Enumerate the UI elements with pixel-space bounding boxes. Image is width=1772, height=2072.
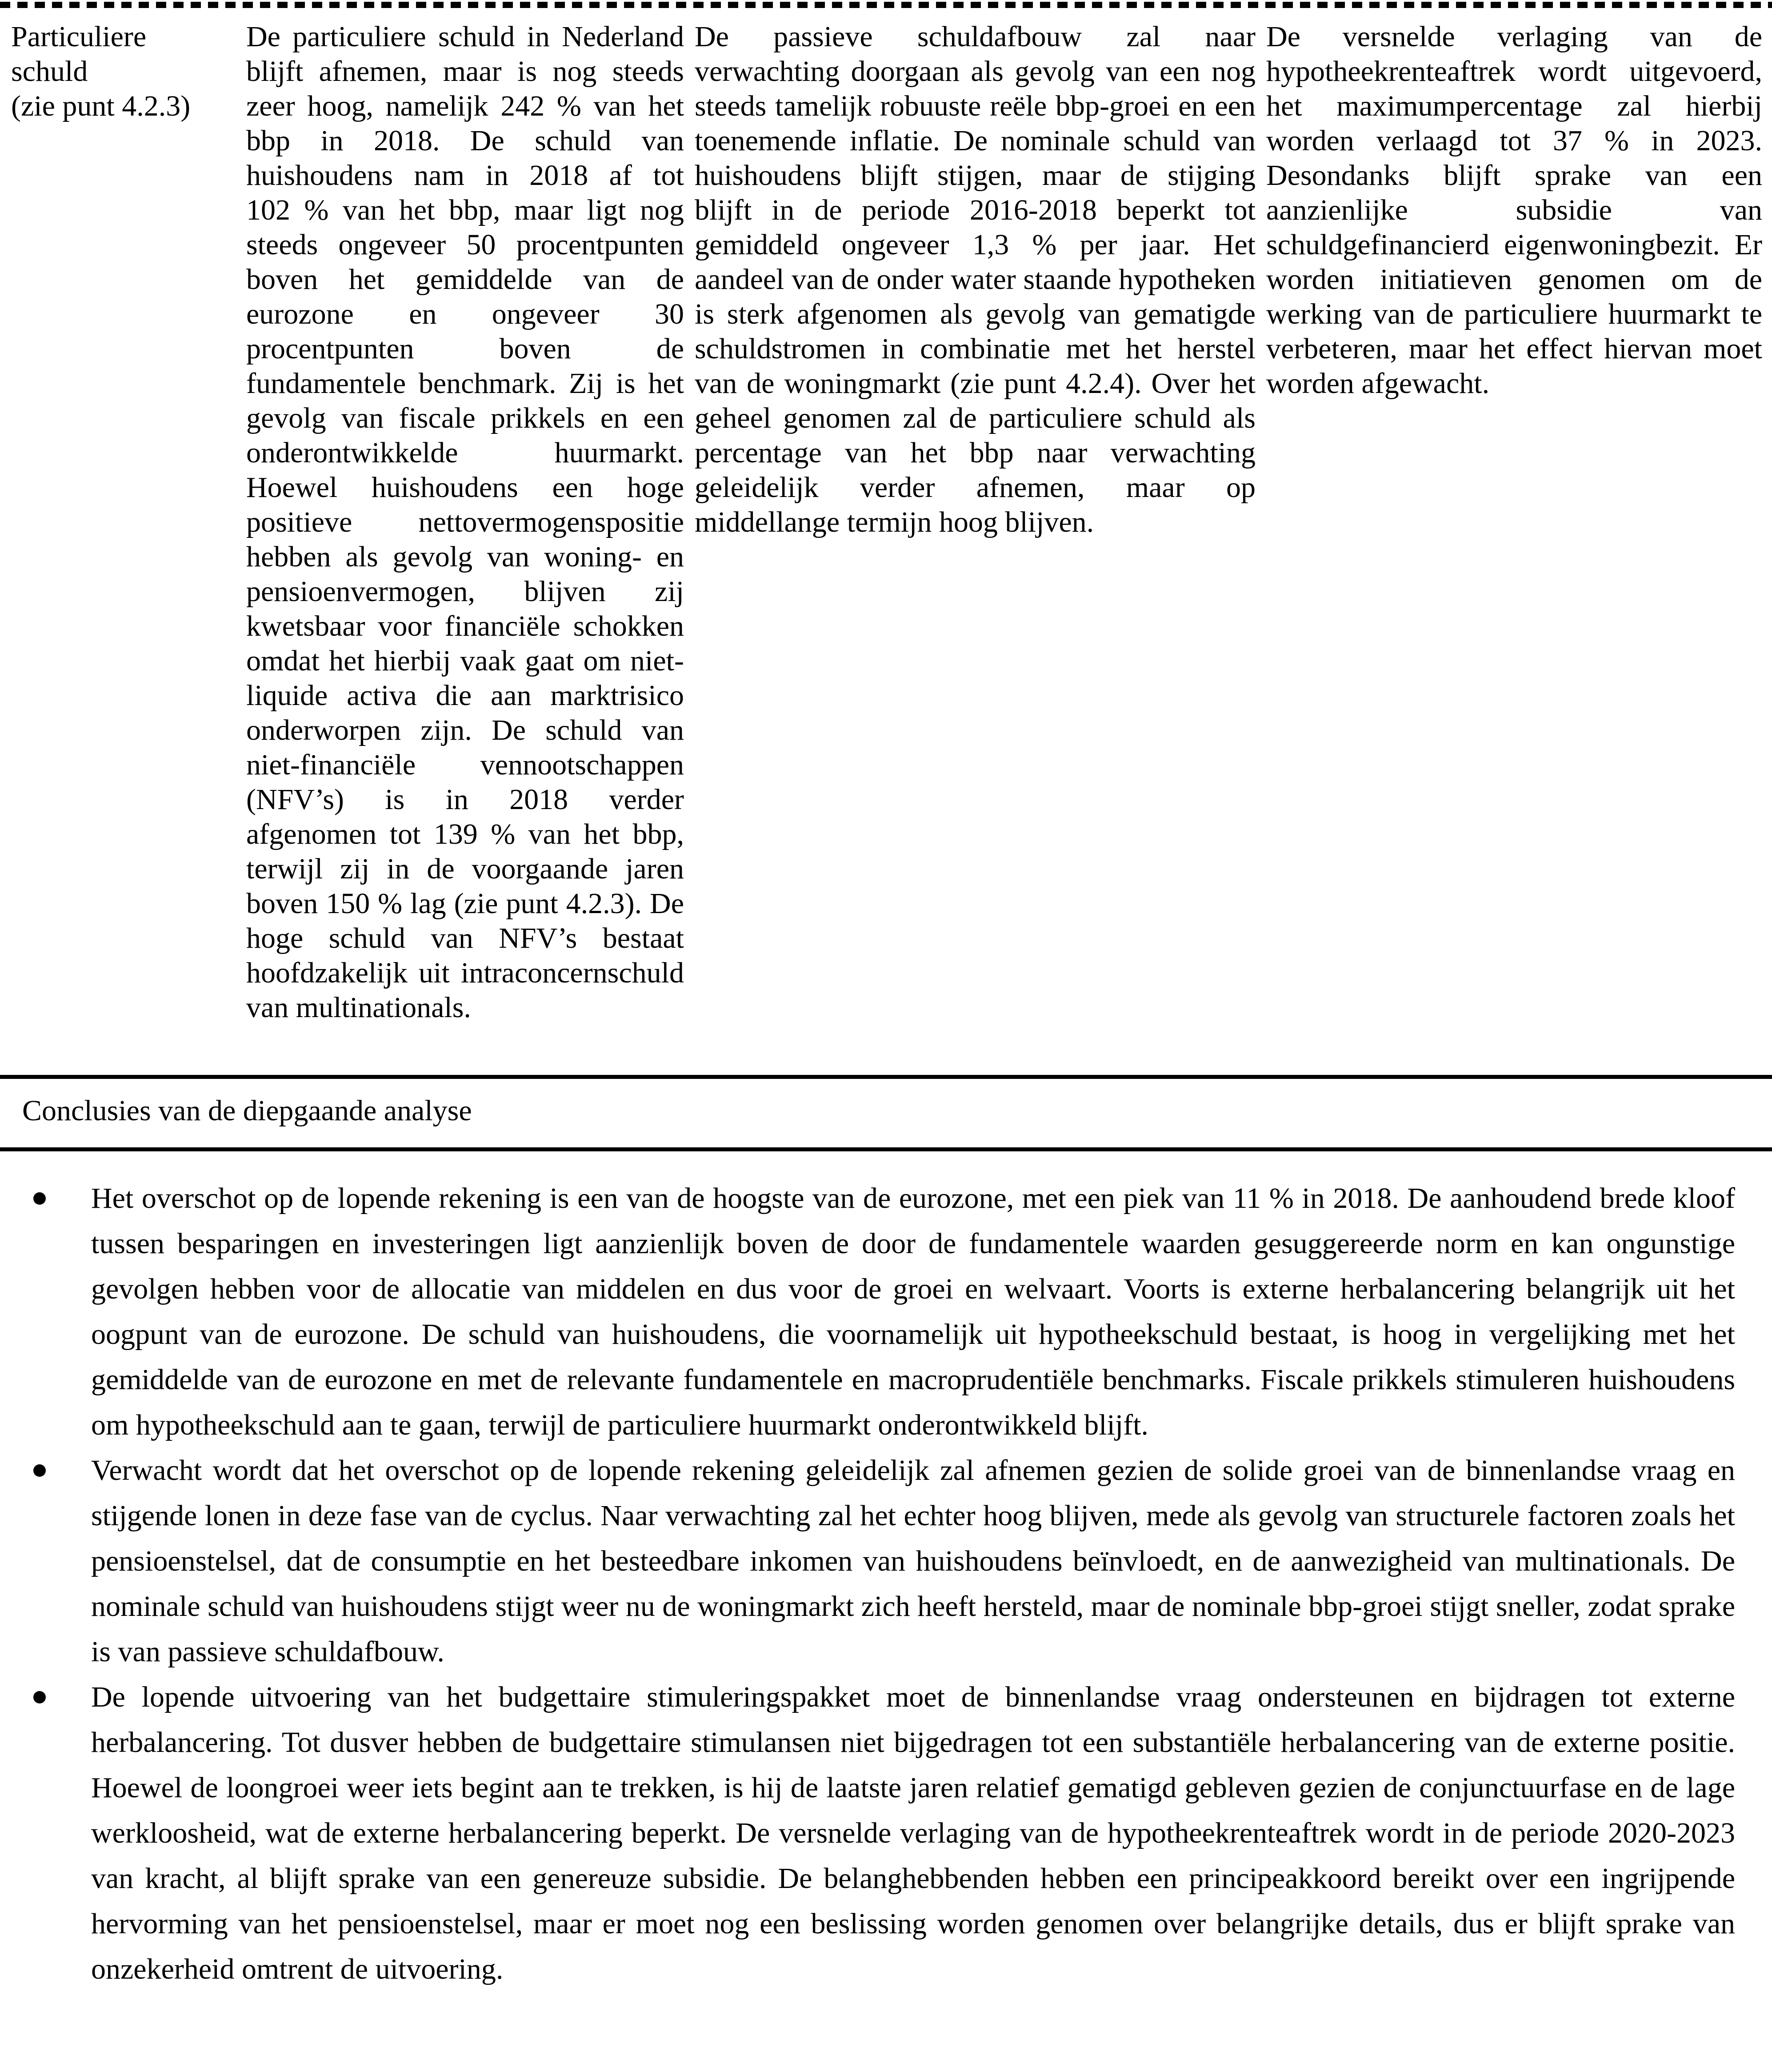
list-item: [33, 1675, 1735, 1992]
heading-spacer: [0, 1129, 1772, 1147]
private-debt-table-row: [11, 20, 1772, 1025]
bullet-text-current-account: Het overschot op de lopende rekening is een van de hoogste van de eurozone, met een piek van 11 % in 2018. De aanhoudend brede kloof tussen besparingen en investeringen ligt aanzienlijk boven de door de fundamentele waarden gesuggereerde norm en kan ongunstige gevolgen hebben voor de allocatie van middelen en dus voor de groei en welvaart. Voorts is externe herbalancering belangrijk uit het oogpunt van de eurozone. De schuld van huishoudens, die voornamelijk uit hypotheekschuld bestaat, is hoog in vergelijking met het gemiddelde van de eurozone en met de relevante fundamentele en macroprudentiële benchmarks. Fiscale prikkels stimuleren huishoudens om hypotheekschuld aan te gaan, terwijl de particuliere huurmarkt onderontwikkeld blijft.: [91, 1182, 1735, 1441]
heading-rule-bottom: [0, 1147, 1772, 1151]
list-item: [33, 1448, 1735, 1675]
list-item: [33, 1176, 1735, 1448]
debt-cell-outlook: De passieve schuldafbouw zal naar verwachting doorgaan als gevolg van een nog steeds tamelijk robuuste reële bbp-groei en een toenemende inflatie. De nominale schuld van huishoudens blijft stijgen, maar de stijging blijft in de periode 2016-2018 beperkt tot gemiddeld ongeveer 1,3 % per jaar. Het aandeel van de onder water staande hypotheken is sterk afgenomen als gevolg van gematigde schuldstromen in combinatie met het herstel van de woningmarkt (zie punt 4.2.4). Over het geheel genomen zal de particuliere schuld als percentage van het bbp naar verwachting geleidelijk verder afnemen, maar op middellange termijn hoog blijven.: [695, 20, 1256, 538]
row-label-reference: (zie punt 4.2.3): [11, 90, 191, 122]
row-label-title: Particuliere schuld: [11, 20, 147, 88]
table-continuation-dashed-border: [0, 2, 1772, 8]
conclusions-heading: Conclusies van de diepgaande analyse: [22, 1094, 472, 1127]
bullet-icon: [33, 1192, 46, 1205]
bullet-text-fiscal-package: De lopende uitvoering van het budgettaire stimuleringspakket moet de binnenlandse vraag ondersteunen en bijdragen tot externe herbalancering. Tot dusver hebben de budgettaire stimulansen niet bijgedragen tot een substantiële herbalancering van de externe positie. Hoewel de loongroei weer iets begint aan te trekken, is hij de laatste jaren relatief gematigd gebleven gezien de conjunctuurfase en de lage werkloosheid, wat de externe herbalancering beperkt. De versnelde verlaging van de hypotheekrenteaftrek wordt in de periode 2020-2023 van kracht, al blijft sprake van een genereuze subsidie. De belanghebbenden hebben een principeakkoord bereikt over een ingrijpende hervorming van het pensioenstelsel, maar er moet nog een beslissing worden genomen over belangrijke details, dus er blijft sprake van onzekerheid omtrent de uitvoering.: [91, 1681, 1735, 1985]
bullet-text-surplus-outlook: Verwacht wordt dat het overschot op de lopende rekening geleidelijk zal afnemen gezien de solide groei van de binnenlandse vraag en stijgende lonen in deze fase van de cyclus. Naar verwachting zal het echter hoog blijven, mede als gevolg van structurele factoren zoals het pensioenstelsel, dat de consumptie en het besteedbare inkomen van huishoudens beïnvloedt, en de aanwezigheid van multinationals. De nominale schuld van huishoudens stijgt weer nu de woningmarkt zich heeft hersteld, maar de nominale bbp-groei stijgt sneller, zodat sprake is van passieve schuldafbouw.: [91, 1454, 1735, 1668]
debt-cell-current-situation: De particuliere schuld in Nederland blijft afnemen, maar is nog steeds zeer hoog, namelijk 242 % van het bbp in 2018. De schuld van huishoudens nam in 2018 af tot 102 % van het bbp, maar ligt nog steeds ongeveer 50 procentpunten boven het gemiddelde van de eurozone en ongeveer 30 procentpunten boven de fundamentele benchmark. Zij is het gevolg van fiscale prikkels en een onderontwikkelde huurmarkt. Hoewel huishoudens een hoge positieve nettovermogenspositie hebben als gevolg van woning- en pensioenvermogen, blijven zij kwetsbaar voor financiële schokken omdat het hierbij vaak gaat om niet-liquide activa die aan marktrisico onderworpen zijn. De schuld van niet-financiële vennootschappen (NFV’s) is in 2018 verder afgenomen tot 139 % van het bbp, terwijl zij in de voorgaande jaren boven 150 % lag (zie punt 4.2.3). De hoge schuld van NFV’s bestaat hoofdzakelijk uit intraconcernschuld van multinationals.: [246, 20, 684, 1024]
debt-cell-policy-response: De versnelde verlaging van de hypotheekrenteaftrek wordt uitgevoerd, het maximumpercentage zal hierbij worden verlaagd tot 37 % in 2023. Desondanks blijft sprake van een aanzienlijke subsidie van schuldgefinancierd eigenwoningbezit. Er worden initiatieven genomen om de werking van de particuliere huurmarkt te verbeteren, maar het effect hiervan moet worden afgewacht.: [1266, 20, 1762, 400]
conclusions-bullet-list: [33, 1176, 1735, 1992]
bullet-icon: [33, 1691, 46, 1703]
bullet-icon: [33, 1464, 46, 1477]
row-label-private-debt: [11, 20, 236, 1025]
heading-rule-top: [0, 1075, 1772, 1079]
document-page: [0, 2, 1772, 2072]
